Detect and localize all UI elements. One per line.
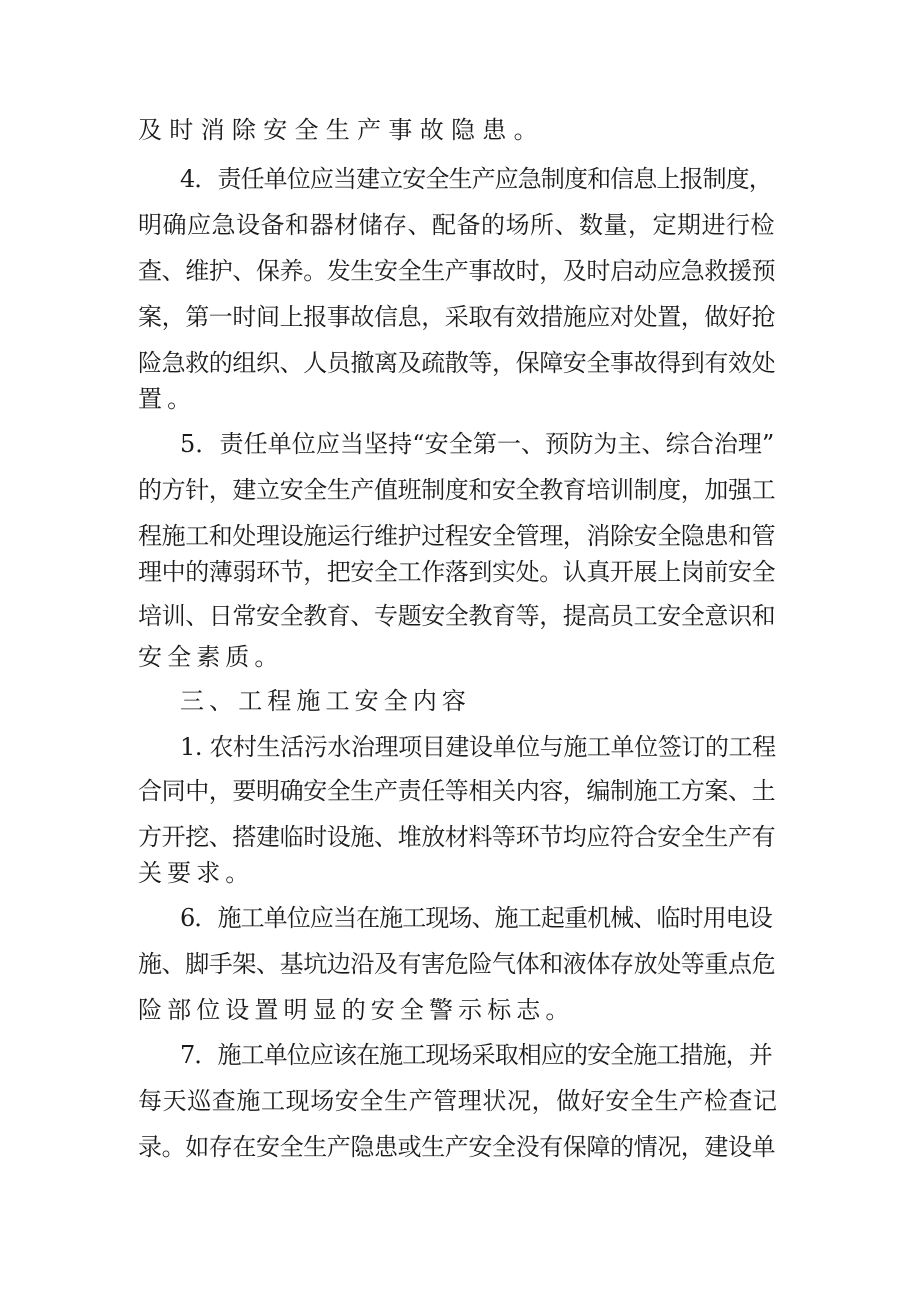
text-line: 5．责任单位应当坚持“安全第一、预防为主、综合治理” bbox=[180, 430, 775, 458]
text-line: 4．责任单位应当建立安全生产应急制度和信息上报制度， bbox=[180, 165, 772, 193]
text-line: 每天巡查施工现场安全生产管理状况，做好安全生产检查记 bbox=[138, 1087, 778, 1115]
text-line: 1. 农村生活污水治理项目建设单位与施工单位签订的工程 bbox=[180, 733, 776, 761]
text-line: 理中的薄弱环节，把安全工作落到实处。认真开展上岗前安全 bbox=[138, 558, 776, 586]
text-line: 关要求。 bbox=[138, 859, 255, 887]
text-line: 险急救的组织、人员撤离及疏散等，保障安全事故得到有效处 bbox=[138, 349, 776, 377]
text-line: 培训、日常安全教育、专题安全教育等，提高员工安全意识和 bbox=[138, 602, 776, 630]
text-line: 安全素质。 bbox=[138, 643, 284, 671]
text-line: 合同中，要明确安全生产责任等相关内容，编制施工方案、土 bbox=[138, 777, 776, 805]
text-line: 明确应急设备和器材储存、配备的场所、数量，定期进行检 bbox=[138, 211, 775, 239]
text-line: 程施工和处理设施运行维护过程安全管理，消除安全隐患和管 bbox=[138, 522, 776, 550]
text-line: 查、维护、保养。发生安全生产事故时，及时启动应急救援预 bbox=[138, 257, 776, 285]
text-line: 及时消除安全生产事故隐患。 bbox=[138, 116, 545, 144]
text-line: 录。如存在安全生产隐患或生产安全没有保障的情况，建设单 bbox=[138, 1133, 776, 1161]
text-line: 6．施工单位应当在施工现场、施工起重机械、临时用电设 bbox=[180, 904, 772, 932]
section-heading: 三、工程施工安全内容 bbox=[180, 687, 471, 715]
text-line: 置。 bbox=[138, 385, 197, 413]
text-line: 案，第一时间上报事故信息，采取有效措施应对处置，做好抢 bbox=[138, 303, 776, 331]
text-line: 方开挖、搭建临时设施、堆放材料等环节均应符合安全生产有 bbox=[138, 823, 776, 851]
text-line: 的方针，建立安全生产值班制度和安全教育培训制度，加强工 bbox=[138, 476, 776, 504]
text-line: 施、脚手架、基坑边沿及有害危险气体和液体存放处等重点危 bbox=[138, 950, 776, 978]
text-line: 险部位设置明显的安全警示标志。 bbox=[138, 996, 575, 1024]
text-line: 7．施工单位应该在施工现场采取相应的安全施工措施，并 bbox=[180, 1041, 772, 1069]
